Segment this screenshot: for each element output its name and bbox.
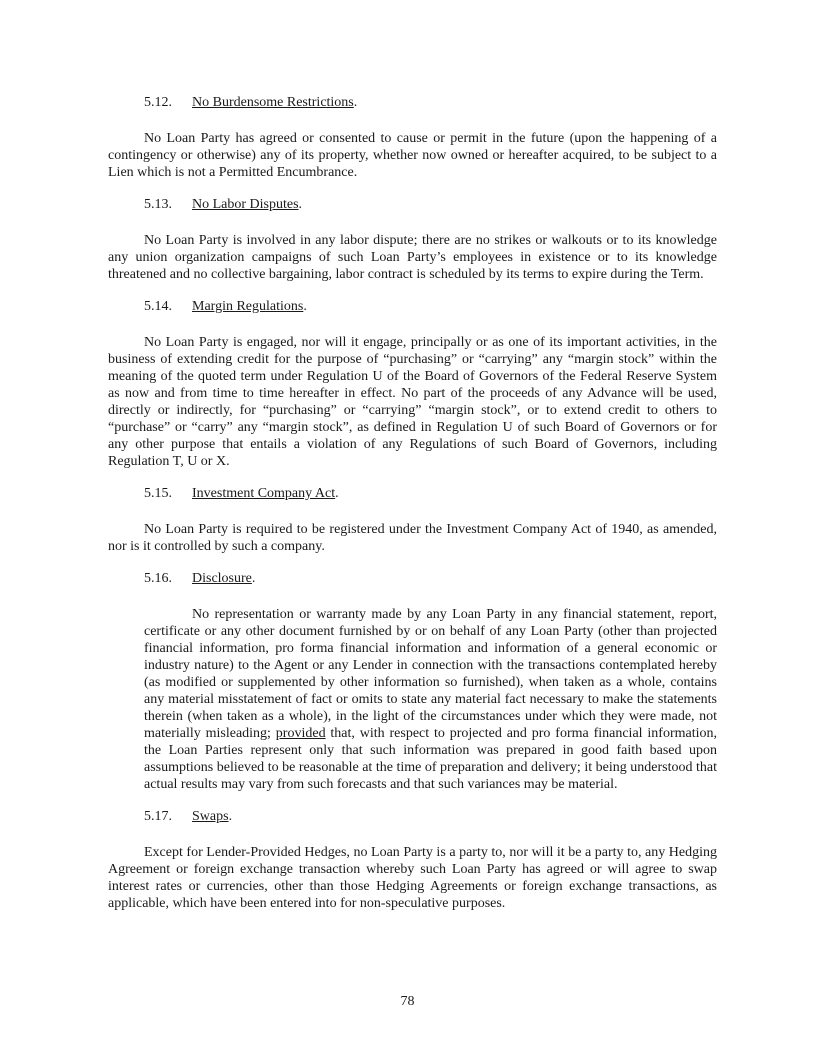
section-number: 5.17. <box>144 809 172 824</box>
section-heading-5-15: 5.15. Investment Company Act. <box>144 486 339 501</box>
section-title: No Labor Disputes <box>192 197 299 212</box>
section-heading-5-17: 5.17. Swaps. <box>144 809 233 824</box>
section-number: 5.13. <box>144 197 172 212</box>
paragraph-text: No representation or warranty made by any Loan Party in any financial statement, report, certificate or any other document furnished by or on behalf of any Loan Party (other than projected financial information, pro forma financial information and information of a general economic or industry nature) to the Agent or any Lender in connection with the transactions contemplated hereby (as modified or supplemented by other information so furnished), when taken as a whole, contains any material misstatement of fact or omits to state any material fact necessary to make the statements therein (when taken as a whole), in the light of the circumstances under which they were made, not materially misleading; <box>144 607 717 741</box>
section-title: Swaps <box>192 809 229 824</box>
section-heading-5-16: 5.16. Disclosure. <box>144 571 256 586</box>
section-heading-5-13: 5.13. No Labor Disputes. <box>144 197 303 212</box>
section-paragraph: No Loan Party is engaged, nor will it engage, principally or as one of its important activities, in the business of extending credit for the purpose of “purchasing” or “carrying” any “margin stock” within the meaning of the quoted term under Regulation U of the Board of Governors of the Federal Reserve System as now and from time to time hereafter in effect. No part of the proceeds of any Advance will be used, directly or indirectly, for “purchasing” or “carrying” “margin stock”, or to extend credit to others to “purchase” or “carry” any “margin stock”, as defined in Regulation U of such Board of Governors or for any other purpose that entails a violation of any Regulations of such Board of Governors, including Regulation T, U or X. <box>108 335 717 469</box>
section-title: No Burdensome Restrictions <box>192 95 354 110</box>
section-number: 5.12. <box>144 95 172 110</box>
provided-term: provided <box>275 726 326 741</box>
section-paragraph-indented <box>144 606 717 793</box>
section-paragraph: No Loan Party is involved in any labor dispute; there are no strikes or walkouts or to its knowledge any union organization campaigns of such Loan Party’s employees in existence or to its knowledge threatened and no collective bargaining, labor contract is scheduled by its terms to expire during the Term. <box>108 233 717 282</box>
section-paragraph: No Loan Party has agreed or consented to cause or permit in the future (upon the happening of a contingency or otherwise) any of its property, whether now owned or hereafter acquired, to be subject to a Lien which is not a Permitted Encumbrance. <box>108 131 717 180</box>
paragraph-text: that, with respect to projected and pro forma financial information, the Loan Parties represent only that such information was prepared in good faith based upon assumptions believed to be reasonable at the time of preparation and delivery; it being understood that actual results may vary from such forecasts and that such variances may be material. <box>144 726 718 792</box>
section-number: 5.16. <box>144 571 172 586</box>
page-number: 78 <box>400 994 415 1009</box>
section-title: Investment Company Act <box>192 486 336 501</box>
section-heading-5-14: 5.14. Margin Regulations. <box>144 299 307 314</box>
section-number: 5.14. <box>144 299 172 314</box>
section-title: Margin Regulations <box>192 299 304 314</box>
section-number: 5.15. <box>144 486 172 501</box>
section-heading-5-12: 5.12. No Burdensome Restrictions. <box>144 95 358 110</box>
section-title: Disclosure <box>192 571 252 586</box>
section-paragraph: No Loan Party is required to be registered under the Investment Company Act of 1940, as amended, nor is it controlled by such a company. <box>108 522 717 554</box>
section-paragraph: Except for Lender-Provided Hedges, no Loan Party is a party to, nor will it be a party to, any Hedging Agreement or foreign exchange transaction whereby such Loan Party has agreed or will agree to swap interest rates or currencies, other than those Hedging Agreements or foreign exchange transactions, as applicable, which have been entered into for non-speculative purposes. <box>108 845 717 911</box>
